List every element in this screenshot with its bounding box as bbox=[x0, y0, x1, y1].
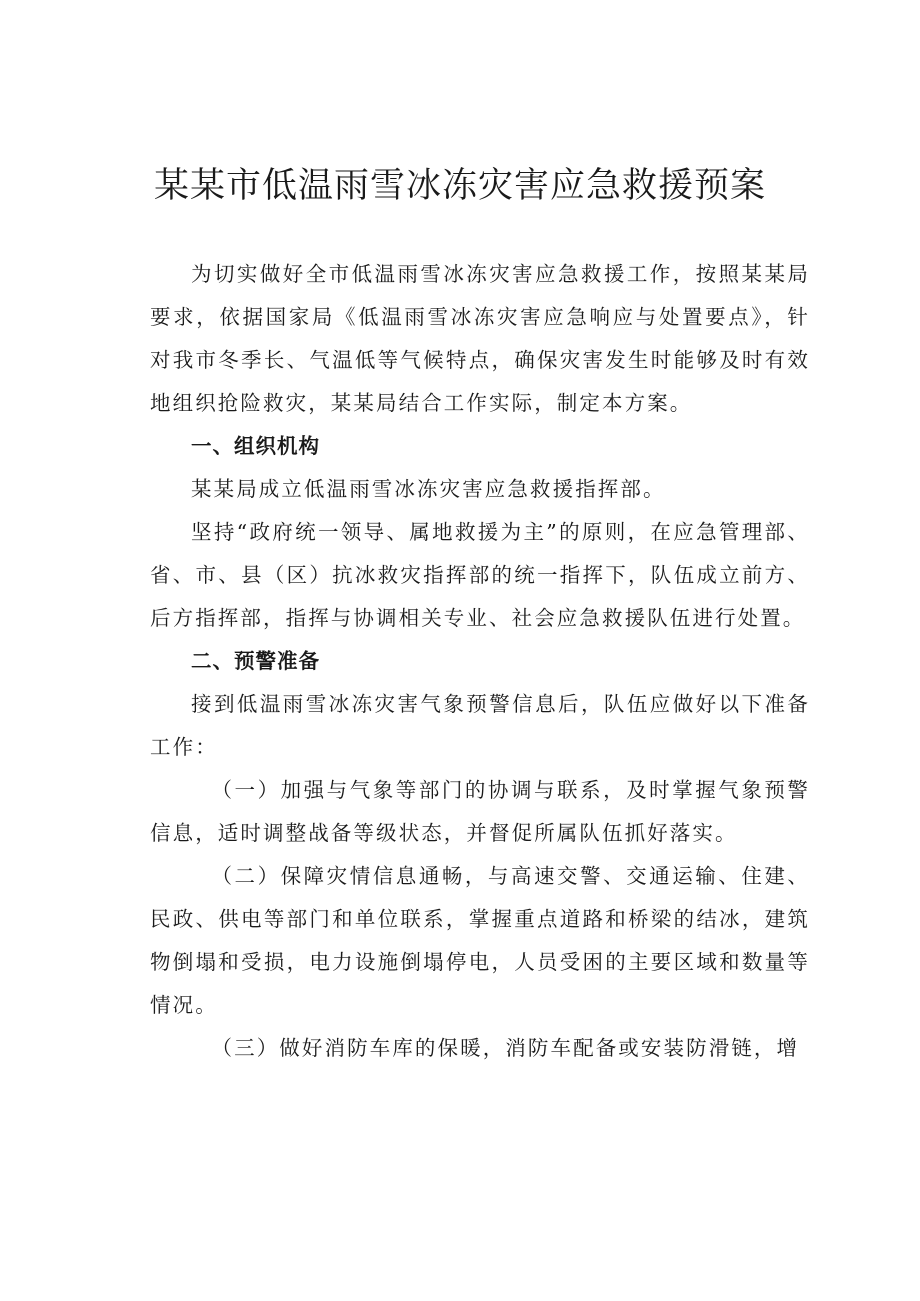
warning-paragraph-1: 接到低温雨雪冰冻灾害气象预警信息后，队伍应做好以下准备工作： bbox=[150, 692, 810, 759]
intro-paragraph: 为切实做好全市低温雨雪冰冻灾害应急救援工作，按照某某局要求，依据国家局《低温雨雪冰冻灾害应急响应与处置要点》，针对我市冬季长、气温低等气候特点，确保灾害发生时能够及时有效地组织抢险救灾，某某局结合工作实际，制定本方案。 bbox=[150, 262, 810, 415]
section-heading-warning: 二、预警准备 bbox=[191, 649, 320, 673]
document-title: 某某市低温雨雪冰冻灾害应急救援预案 bbox=[153, 166, 766, 206]
organization-paragraph-2: 坚持“政府统一领导、属地救援为主”的原则，在应急管理部、省、市、县（区）抗冰救灾指挥部的统一指挥下，队伍成立前方、后方指挥部，指挥与协调相关专业、社会应急救援队伍进行处置。 bbox=[150, 520, 810, 630]
section-heading-organization: 一、组织机构 bbox=[191, 434, 320, 458]
warning-item-3: （三）做好消防车库的保暖，消防车配备或安装防滑链，增 bbox=[211, 1036, 800, 1060]
warning-item-2: （二）保障灾情信息通畅，与高速交警、交通运输、住建、民政、供电等部门和单位联系，掌握重点道路和桥梁的结冰，建筑物倒塌和受损，电力设施倒塌停电，人员受困的主要区域和数量等情况。 bbox=[150, 864, 810, 1017]
document-body bbox=[150, 253, 810, 1070]
warning-item-1: （一）加强与气象等部门的协调与联系，及时掌握气象预警信息，适时调整战备等级状态，并督促所属队伍抓好落实。 bbox=[150, 778, 810, 845]
organization-paragraph-1: 某某局成立低温雨雪冰冻灾害应急救援指挥部。 bbox=[191, 477, 666, 501]
